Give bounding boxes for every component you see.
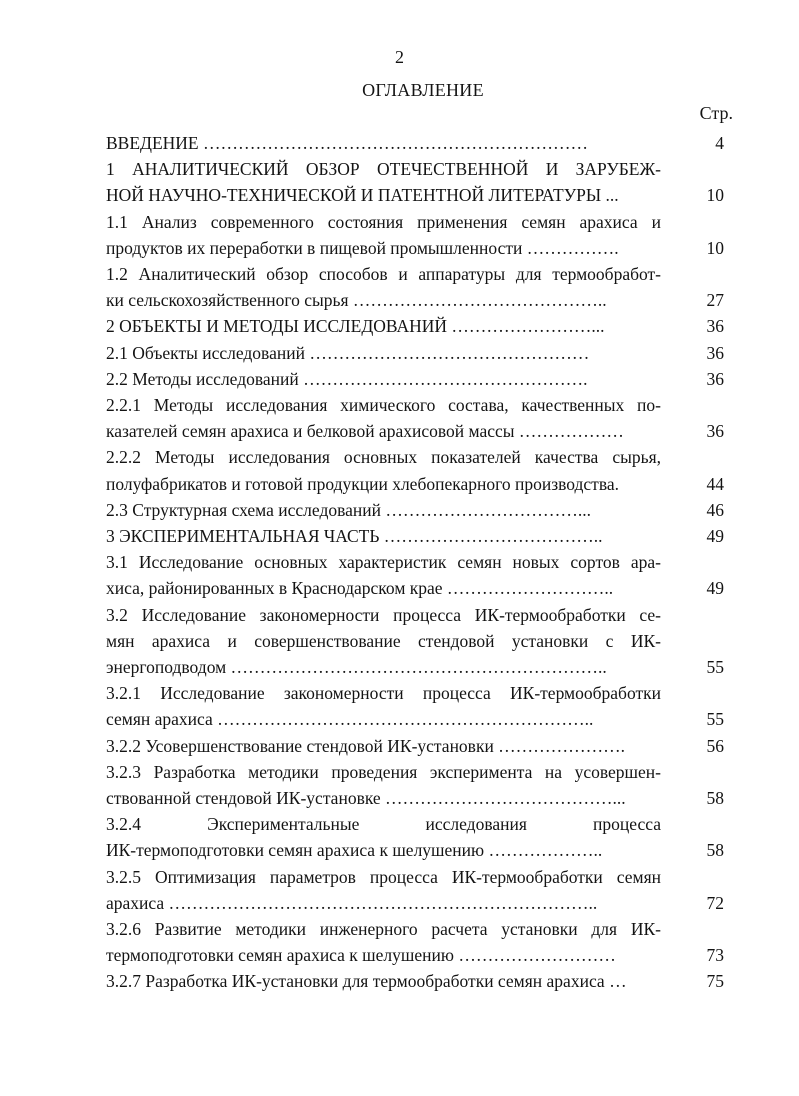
toc-entry — [106, 733, 731, 759]
toc-entry-page: 73 — [706, 945, 724, 966]
toc-entry-page: 46 — [706, 499, 724, 520]
toc-entry — [106, 968, 731, 994]
toc-entry-line: 3.2.3 Разработка методики проведения эксперимента на усовершен- — [106, 761, 661, 782]
toc-entry-line: 2.2.1 Методы исследования химического состава, качественных по- — [106, 394, 661, 415]
toc-entry-line: 3.1 Исследование основных характеристик семян новых сортов ара- — [106, 552, 661, 573]
toc-entry-page: 36 — [706, 368, 724, 389]
toc-entry-line: 3.2.4 Экспериментальные исследования процесса — [106, 814, 661, 835]
toc-entry-line: мян арахиса и совершенствование стендовой установки с ИК- — [106, 630, 661, 651]
toc-entry-line: казателей семян арахиса и белковой арахисовой массы ……………… — [106, 421, 624, 442]
toc-entry-page: 36 — [706, 342, 724, 363]
toc-entry-page: 72 — [706, 892, 724, 913]
toc-entry — [106, 444, 731, 496]
toc-entry-line: 3.2.6 Развитие методики инженерного расчета установки для ИК- — [106, 918, 661, 939]
toc-entry-page: 10 — [706, 237, 724, 258]
toc-entry-page: 55 — [706, 709, 724, 730]
toc-entry-line: 2.1 Объекты исследований ………………………………………… — [106, 342, 590, 363]
toc-entry-page: 49 — [706, 578, 724, 599]
toc-entry-page: 10 — [706, 185, 724, 206]
toc-entry-page: 4 — [715, 133, 724, 153]
toc-entry-line: хиса, районированных в Краснодарском крае ……………………….. — [106, 578, 614, 599]
toc-entry-line: ВВЕДЕНИЕ ………………………………………………………… — [106, 133, 589, 153]
toc-entry — [106, 366, 731, 392]
toc-entry — [106, 916, 731, 968]
toc-entry-line: 2.2.2 Методы исследования основных показателей качества сырья, — [106, 447, 661, 468]
toc-entry — [106, 130, 731, 156]
toc-entry — [106, 340, 731, 366]
toc-entry-page: 55 — [706, 656, 724, 677]
toc-entry-line: НОЙ НАУЧНО-ТЕХНИЧЕСКОЙ И ПАТЕНТНОЙ ЛИТЕРАТУРЫ ... — [106, 185, 619, 206]
toc-entry-line: термоподготовки семян арахиса к шелушению ……………………… — [106, 945, 616, 966]
pages-column-header: Стр. — [699, 103, 733, 123]
toc-entry — [106, 209, 731, 261]
toc-entry — [106, 497, 731, 523]
toc-entry-line: арахиса ……………………………………………………………….. — [106, 892, 598, 913]
toc-entry-page: 36 — [706, 421, 724, 442]
toc-entry — [106, 549, 731, 601]
toc-entry — [106, 759, 731, 811]
toc-entry-page: 58 — [706, 787, 724, 808]
toc-entry-page: 75 — [706, 971, 724, 992]
toc-entry-line: энергоподводом ……………………………………………………….. — [106, 656, 607, 677]
toc-entry-line: полуфабрикатов и готовой продукции хлебопекарного производства. — [106, 473, 620, 494]
page-number: 2 — [395, 47, 404, 67]
toc-entry-line: 3.2 Исследование закономерности процесса ИК-термообработки се- — [106, 604, 661, 625]
toc-entry — [106, 261, 731, 313]
toc-entry-line: 3.2.2 Усовершенствование стендовой ИК-установки …………………. — [106, 735, 626, 756]
toc-entry-page: 49 — [706, 525, 724, 546]
toc-entry — [106, 680, 731, 732]
page-title: ОГЛАВЛЕНИЕ — [362, 80, 484, 100]
toc-entry — [106, 523, 731, 549]
toc-entry-line: 3 ЭКСПЕРИМЕНТАЛЬНАЯ ЧАСТЬ ……………………………….. — [106, 525, 603, 546]
table-of-contents — [106, 130, 731, 995]
toc-entry-line: 2 ОБЪЕКТЫ И МЕТОДЫ ИССЛЕДОВАНИЙ ……………………... — [106, 316, 605, 337]
toc-entry — [106, 313, 731, 339]
toc-entry-page: 36 — [706, 316, 724, 337]
toc-entry — [106, 864, 731, 916]
toc-entry-line: 3.2.7 Разработка ИК-установки для термообработки семян арахиса … — [106, 971, 627, 992]
toc-entry-page: 58 — [706, 840, 724, 861]
toc-entry — [106, 392, 731, 444]
toc-entry-line: 1 АНАЛИТИЧЕСКИЙ ОБЗОР ОТЕЧЕСТВЕННОЙ И ЗАРУБЕЖ- — [106, 159, 661, 180]
toc-entry-line: продуктов их переработки в пищевой промышленности ……………. — [106, 237, 619, 258]
toc-entry-page: 44 — [706, 473, 724, 494]
toc-entry-line: ствованной стендовой ИК-установке …………………………………... — [106, 787, 626, 808]
toc-entry-line: ИК-термоподготовки семян арахиса к шелушению ……………….. — [106, 840, 603, 861]
toc-entry-page: 56 — [706, 735, 724, 756]
toc-entry-page: 27 — [706, 290, 724, 311]
toc-entry-line: 2.3 Структурная схема исследований ……………………………... — [106, 499, 592, 520]
toc-entry-line: 1.2 Аналитический обзор способов и аппаратуры для термообработ- — [106, 263, 661, 284]
toc-entry-line: 2.2 Методы исследований …………………………………………. — [106, 368, 588, 389]
toc-entry-line: 3.2.5 Оптимизация параметров процесса ИК-термообработки семян — [106, 866, 661, 887]
toc-entry — [106, 811, 731, 863]
toc-entry-line: 3.2.1 Исследование закономерности процесса ИК-термообработки — [106, 683, 661, 704]
toc-entry — [106, 156, 731, 208]
toc-entry-line: ки сельскохозяйственного сырья …………………………………….. — [106, 290, 607, 311]
toc-entry-line: 1.1 Анализ современного состояния применения семян арахиса и — [106, 211, 661, 232]
toc-entry — [106, 602, 731, 681]
toc-entry-line: семян арахиса ……………………………………………………….. — [106, 709, 594, 730]
